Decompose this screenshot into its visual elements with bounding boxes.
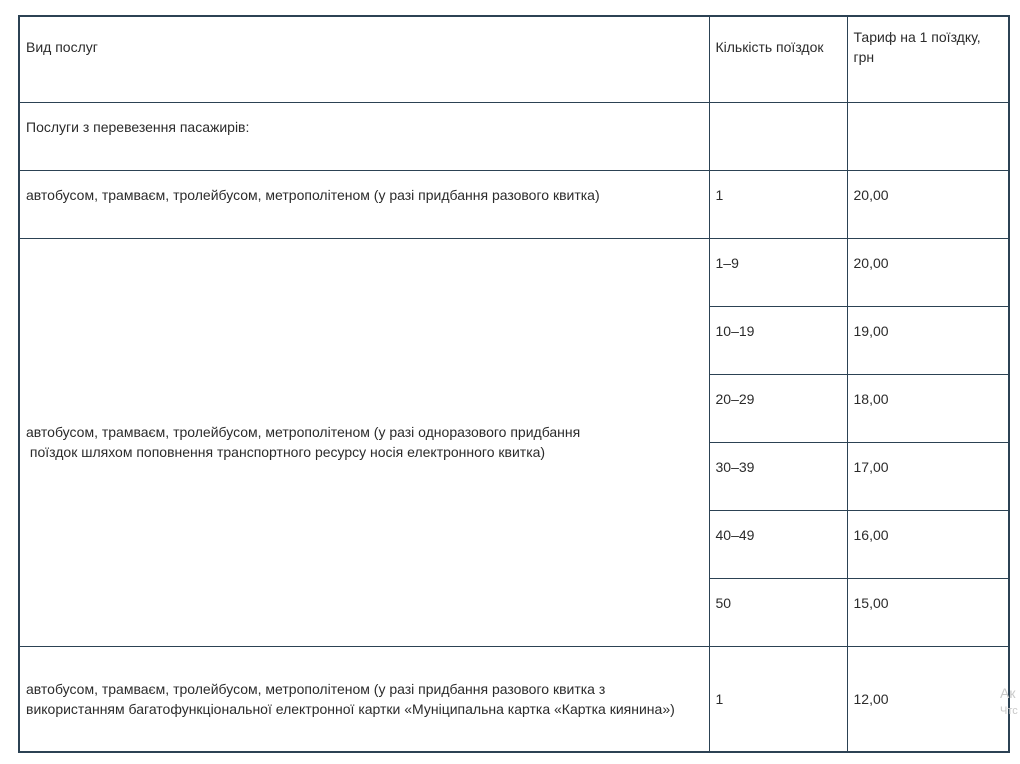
section-title: Послуги з перевезення пасажирів:	[19, 102, 709, 170]
price-cell: 20,00	[847, 238, 1009, 306]
count-cell: 1	[709, 170, 847, 238]
tariff-table	[18, 15, 1010, 753]
price-cell: 15,00	[847, 578, 1009, 646]
service-cell: автобусом, трамваєм, тролейбусом, метрополітеном (у разі придбання разового квитка)	[19, 170, 709, 238]
count-cell: 20–29	[709, 374, 847, 442]
section-count-empty	[709, 102, 847, 170]
price-cell: 20,00	[847, 170, 1009, 238]
section-price-empty	[847, 102, 1009, 170]
count-cell: 30–39	[709, 442, 847, 510]
price-cell: 12,00	[847, 646, 1009, 752]
service-line: автобусом, трамваєм, тролейбусом, метрополітеном (у разі одноразового придбання	[26, 424, 581, 440]
table-header-row	[19, 16, 1009, 102]
price-cell: 18,00	[847, 374, 1009, 442]
header-price: Тариф на 1 поїздку, грн	[847, 16, 1009, 102]
count-cell: 1–9	[709, 238, 847, 306]
service-cell: автобусом, трамваєм, тролейбусом, метрополітеном (у разі придбання разового квитка з використанням багатофункціональної електронної картки «Муніципальна картка «Картка киянина»)	[19, 646, 709, 752]
table-row	[19, 238, 1009, 306]
count-cell: 50	[709, 578, 847, 646]
service-line: поїздок шляхом поповнення транспортного ресурсу носія електронного квитка)	[26, 444, 546, 460]
table-row	[19, 102, 1009, 170]
header-count: Кількість поїздок	[709, 16, 847, 102]
table-row	[19, 170, 1009, 238]
watermark-line: Ак	[1000, 685, 1016, 701]
activation-watermark	[1000, 684, 1018, 720]
watermark-line: Чтс	[1000, 705, 1018, 717]
service-cell-multi	[19, 238, 709, 646]
price-cell: 16,00	[847, 510, 1009, 578]
count-cell: 40–49	[709, 510, 847, 578]
count-cell: 10–19	[709, 306, 847, 374]
count-cell: 1	[709, 646, 847, 752]
table-row	[19, 646, 1009, 752]
price-cell: 19,00	[847, 306, 1009, 374]
price-cell: 17,00	[847, 442, 1009, 510]
header-service: Вид послуг	[19, 16, 709, 102]
